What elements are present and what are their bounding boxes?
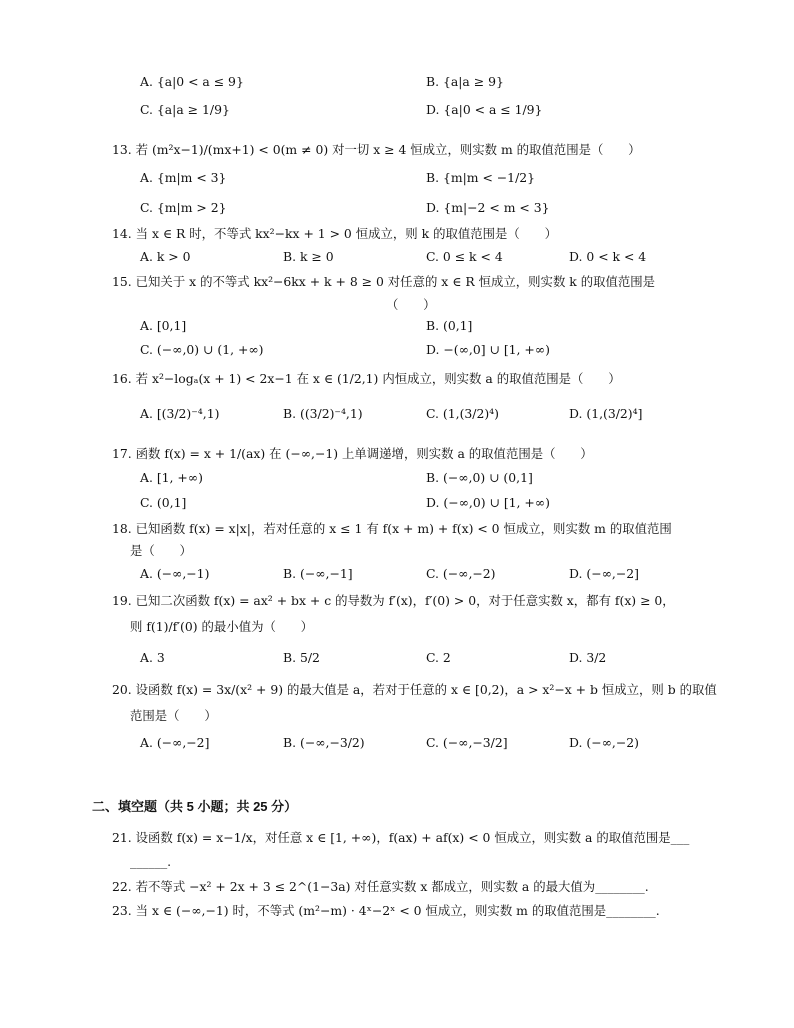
question-15-stem-line1: 15. 已知关于 x 的不等式 kx²−6kx + k + 8 ≥ 0 对任意的 x ∈ R 恒成立，则实数 k 的取值范围是 xyxy=(112,274,656,289)
question-13-option-b: B. {m|m < −1/2} xyxy=(426,170,536,185)
question-17-stem: 17. 函数 f(x) = x + 1/(ax) 在 (−∞,−1) 上单调递增，则实数 a 的取值范围是（ ） xyxy=(112,446,593,461)
question-13-option-c: C. {m|m > 2} xyxy=(140,200,227,215)
question-23-stem: 23. 当 x ∈ (−∞,−1) 时，不等式 (m²−m) · 4ˣ−2ˣ < 0 恒成立，则实数 m 的取值范围是________. xyxy=(112,903,660,918)
question-19-option-b: B. 5/2 xyxy=(283,650,320,665)
question-18-stem-line1: 18. 已知函数 f(x) = x|x|，若对任意的 x ≤ 1 有 f(x + m) + f(x) < 0 恒成立，则实数 m 的取值范围 xyxy=(112,521,672,536)
question-17-option-d: D. (−∞,0) ∪ [1, +∞) xyxy=(426,495,550,510)
question-22-stem: 22. 若不等式 −x² + 2x + 3 ≤ 2^(1−3a) 对任意实数 x 都成立，则实数 a 的最大值为________. xyxy=(112,879,649,894)
question-18-option-d: D. (−∞,−2] xyxy=(569,566,639,581)
question-20-stem-line2: 范围是（ ） xyxy=(130,708,217,723)
option-d: D. {a|0 < a ≤ 1/9} xyxy=(426,102,543,117)
question-20-option-b: B. (−∞,−3/2) xyxy=(283,735,365,750)
question-19-option-a: A. 3 xyxy=(140,650,165,665)
question-16-option-c: C. (1,(3/2)⁴) xyxy=(426,406,499,421)
question-14-option-d: D. 0 < k < 4 xyxy=(569,249,647,264)
question-18-option-a: A. (−∞,−1) xyxy=(140,566,210,581)
question-15-option-c: C. (−∞,0) ∪ (1, +∞) xyxy=(140,342,264,357)
question-16-option-d: D. (1,(3/2)⁴] xyxy=(569,406,643,421)
question-18-option-b: B. (−∞,−1] xyxy=(283,566,353,581)
question-20-stem-line1: 20. 设函数 f(x) = 3x/(x² + 9) 的最大值是 a，若对于任意的 x ∈ [0,2)，a > x²−x + b 恒成立，则 b 的取值 xyxy=(112,682,717,697)
question-15-option-a: A. [0,1] xyxy=(140,318,187,333)
question-13-option-d: D. {m|−2 < m < 3} xyxy=(426,200,550,215)
question-21-stem-line1: 21. 设函数 f(x) = x−1/x，对任意 x ∈ [1, +∞)，f(ax) + af(x) < 0 恒成立，则实数 a 的取值范围是___ xyxy=(112,830,690,845)
question-19-option-d: D. 3/2 xyxy=(569,650,607,665)
question-18-option-c: C. (−∞,−2) xyxy=(426,566,496,581)
question-14-option-c: C. 0 ≤ k < 4 xyxy=(426,249,503,264)
question-19-option-c: C. 2 xyxy=(426,650,451,665)
question-14-option-a: A. k > 0 xyxy=(140,249,191,264)
question-21-stem-line2: ______. xyxy=(130,854,172,869)
question-18-stem-line2: 是（ ） xyxy=(130,543,192,558)
option-c: C. {a|a ≥ 1/9} xyxy=(140,102,230,117)
question-16-option-a: A. [(3/2)⁻⁴,1) xyxy=(140,406,220,421)
question-15-option-b: B. (0,1] xyxy=(426,318,473,333)
question-13-option-a: A. {m|m < 3} xyxy=(140,170,227,185)
question-15-stem-line2: （ ） xyxy=(386,297,436,312)
question-16-stem: 16. 若 x²−logₐ(x + 1) < 2x−1 在 x ∈ (1/2,1) 内恒成立，则实数 a 的取值范围是（ ） xyxy=(112,371,621,386)
question-20-option-d: D. (−∞,−2) xyxy=(569,735,639,750)
question-20-option-c: C. (−∞,−3/2] xyxy=(426,735,508,750)
section-title: 二、填空题（共 5 小题；共 25 分） xyxy=(92,799,298,814)
question-16-option-b: B. ((3/2)⁻⁴,1) xyxy=(283,406,363,421)
question-17-option-a: A. [1, +∞) xyxy=(140,470,203,485)
question-20-option-a: A. (−∞,−2] xyxy=(140,735,210,750)
question-14-option-b: B. k ≥ 0 xyxy=(283,249,334,264)
option-a: A. {a|0 < a ≤ 9} xyxy=(140,74,244,89)
question-19-stem-line2: 则 f(1)/f′(0) 的最小值为（ ） xyxy=(130,619,314,634)
question-19-stem-line1: 19. 已知二次函数 f(x) = ax² + bx + c 的导数为 f′(x)，f′(0) > 0，对于任意实数 x，都有 f(x) ≥ 0， xyxy=(112,593,675,608)
question-17-option-b: B. (−∞,0) ∪ (0,1] xyxy=(426,470,533,485)
question-17-option-c: C. (0,1] xyxy=(140,495,187,510)
question-14-stem: 14. 当 x ∈ R 时，不等式 kx²−kx + 1 > 0 恒成立，则 k 的取值范围是（ ） xyxy=(112,226,557,241)
question-13-stem: 13. 若 (m²x−1)/(mx+1) < 0(m ≠ 0) 对一切 x ≥ 4 恒成立，则实数 m 的取值范围是（ ） xyxy=(112,142,641,157)
option-b: B. {a|a ≥ 9} xyxy=(426,74,504,89)
question-15-option-d: D. −(∞,0] ∪ [1, +∞) xyxy=(426,342,550,357)
